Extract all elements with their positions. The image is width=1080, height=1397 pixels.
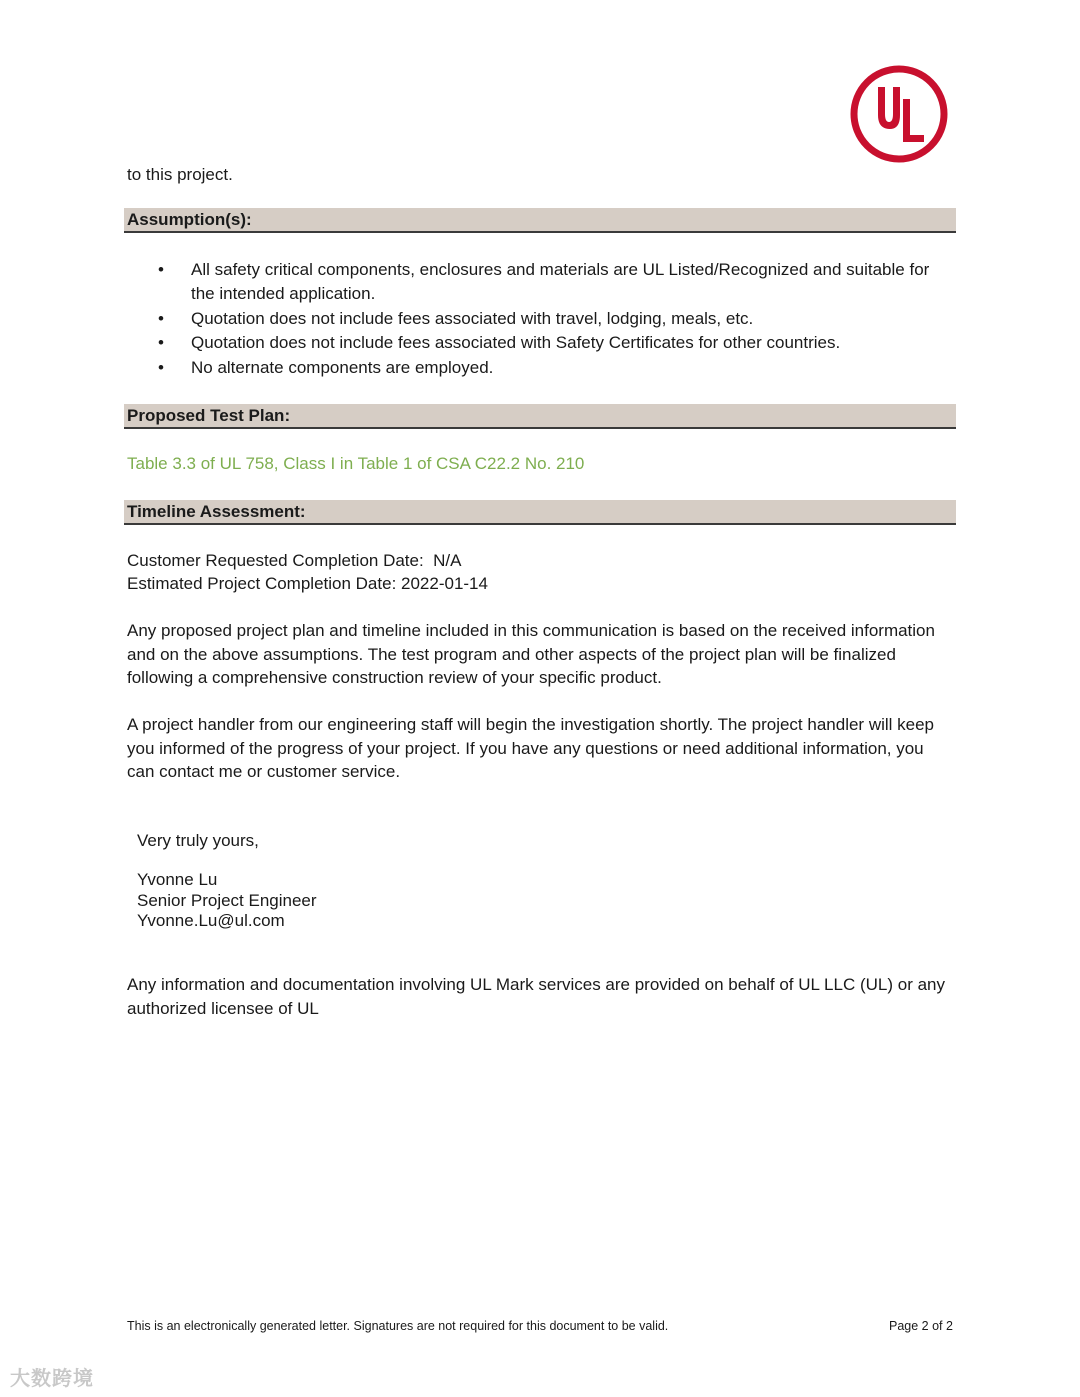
bullet-icon: •	[158, 357, 164, 377]
bullet-icon: •	[158, 333, 164, 352]
assumptions-list	[127, 258, 957, 380]
closing: Very truly yours,	[137, 831, 259, 850]
disclaimer: Any information and documentation involving UL Mark services are provided on behalf of UL LLC (UL) or any authorized licensee of UL	[127, 975, 945, 1018]
assumption-text: Quotation does not include fees associated with Safety Certificates for other countries.	[191, 333, 841, 352]
estimated-completion-date: Estimated Project Completion Date: 2022-01-14	[127, 574, 488, 593]
list-item	[127, 331, 957, 355]
list-item	[127, 307, 957, 331]
bullet-icon: •	[158, 260, 164, 279]
signer-email[interactable]: Yvonne.Lu@ul.com	[137, 911, 285, 930]
signer-title: Senior Project Engineer	[137, 890, 317, 910]
assumption-text: Quotation does not include fees associated with travel, lodging, meals, etc.	[191, 308, 754, 328]
list-item	[127, 356, 957, 380]
assumptions-heading: Assumption(s):	[124, 208, 956, 233]
intro-fragment: to this project.	[127, 165, 233, 184]
plan-paragraph: Any proposed project plan and timeline included in this communication is based on the received information and on the above assumptions. The test program and other aspects of the project plan will be finalized following a comprehensive construction review of your specific product.	[127, 621, 935, 687]
watermark: 大数跨境	[10, 1368, 94, 1390]
customer-completion-date: Customer Requested Completion Date: N/A	[127, 551, 462, 570]
page-number: Page 2 of 2	[889, 1319, 953, 1333]
footer-note: This is an electronically generated letter. Signatures are not required for this document to be valid.	[127, 1319, 669, 1333]
list-item	[127, 258, 957, 306]
test-plan-heading: Proposed Test Plan:	[124, 404, 956, 429]
test-plan-text: Table 3.3 of UL 758, Class I in Table 1 of CSA C22.2 No. 210	[127, 454, 585, 473]
assumption-text: All safety critical components, enclosures and materials are UL Listed/Recognized and suitable for the intended application.	[191, 260, 930, 303]
signature-block	[137, 870, 317, 932]
handler-paragraph: A project handler from our engineering staff will begin the investigation shortly. The project handler will keep you informed of the progress of your project. If you have any questions or need additional information, you can contact me or customer service.	[127, 715, 935, 781]
bullet-icon: •	[158, 308, 164, 328]
assumption-text: No alternate components are employed.	[191, 357, 494, 377]
ul-logo	[848, 63, 950, 165]
timeline-heading: Timeline Assessment:	[124, 500, 956, 525]
signer-name: Yvonne Lu	[137, 870, 218, 889]
